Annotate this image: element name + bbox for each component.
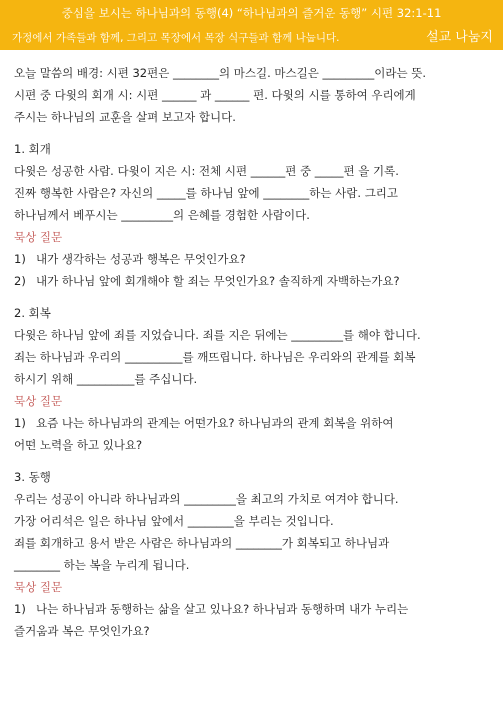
document-body (14, 62, 492, 642)
sermon-sharing-tag: 설교 나눔지 (426, 30, 493, 45)
section-line: 우리는 성공이 아니라 하나님과의 _________을 최고의 가치로 여겨야 합니다. (14, 492, 399, 506)
section-line: 진짜 행복한 사람은? 자신의 _____를 하나님 앞에 ________하는 사람. 그리고 (14, 186, 399, 200)
section-line: 다윗은 하나님 앞에 죄를 지었습니다. 죄를 지은 뒤에는 _________를 해야 합니다. (14, 328, 421, 342)
question-text: 내가 하나님 앞에 회개해야 할 죄는 무엇인가요? 솔직하게 자백하는가요? (36, 274, 400, 288)
section-line: 다윗은 성공한 사람. 다윗이 지은 시: 전체 시편 ______편 중 _____편 을 기록. (14, 164, 399, 178)
header-banner (0, 0, 503, 50)
question-text: 어떤 노력을 하고 있나요? (14, 438, 143, 452)
question-line (14, 434, 492, 456)
intro-line: 오늘 말씀의 배경: 시편 32편은 ________의 마스길. 마스길은 _________이라는 뜻. (14, 66, 426, 80)
question-line (14, 270, 492, 292)
question-line (14, 412, 492, 434)
sermon-title: 중심을 보시는 하나님과의 동행(4) “하나님과의 즐거운 동행” 시편 32:1-11 (61, 6, 442, 20)
question-text: 나는 하나님과 동행하는 삶을 살고 있나요? 하나님과 동행하며 내가 누리는 (36, 602, 409, 616)
question-text: 즐거움과 복은 무엇인가요? (14, 624, 150, 638)
section-line: 죄를 회개하고 용서 받은 사람은 하나님과의 ________가 회복되고 하나님과 (14, 536, 390, 550)
section-line: 하나님께서 베푸시는 _________의 은혜를 경험한 사람이다. (14, 208, 310, 222)
section-title: 2. 회복 (14, 306, 51, 320)
question-line (14, 248, 492, 270)
question-number: 1) (14, 252, 26, 266)
question-number: 1) (14, 602, 26, 616)
meditation-label: 묵상 질문 (14, 230, 63, 244)
sharing-instruction: 가정에서 가족들과 함께, 그리고 목장에서 목장 식구들과 함께 나눕니다. (12, 32, 340, 44)
section-line: 가장 어리석은 일은 하나님 앞에서 ________을 부리는 것입니다. (14, 514, 334, 528)
question-text: 요즘 나는 하나님과의 관계는 어떤가요? 하나님과의 관계 회복을 위하여 (36, 416, 394, 430)
intro-line: 주시는 하나님의 교훈을 살펴 보고자 합니다. (14, 110, 236, 124)
meditation-label: 묵상 질문 (14, 394, 63, 408)
section-line: 죄는 하나님과 우리의 __________를 깨뜨립니다. 하나님은 우리와의 관계를 회복 (14, 350, 416, 364)
intro-line: 시편 중 다윗의 회개 시: 시편 ______ 과 ______ 편. 다윗의 시를 통하여 우리에게 (14, 88, 416, 102)
question-line (14, 620, 492, 642)
meditation-label: 묵상 질문 (14, 580, 63, 594)
section-line: 하시기 위해 __________를 주십니다. (14, 372, 198, 386)
section-line: ________ 하는 복을 누리게 됩니다. (14, 558, 190, 572)
question-text: 내가 생각하는 성공과 행복은 무엇인가요? (36, 252, 246, 266)
question-number: 2) (14, 274, 26, 288)
section-title: 3. 동행 (14, 470, 51, 484)
question-line (14, 598, 492, 620)
section-title: 1. 회개 (14, 142, 51, 156)
question-number: 1) (14, 416, 26, 430)
